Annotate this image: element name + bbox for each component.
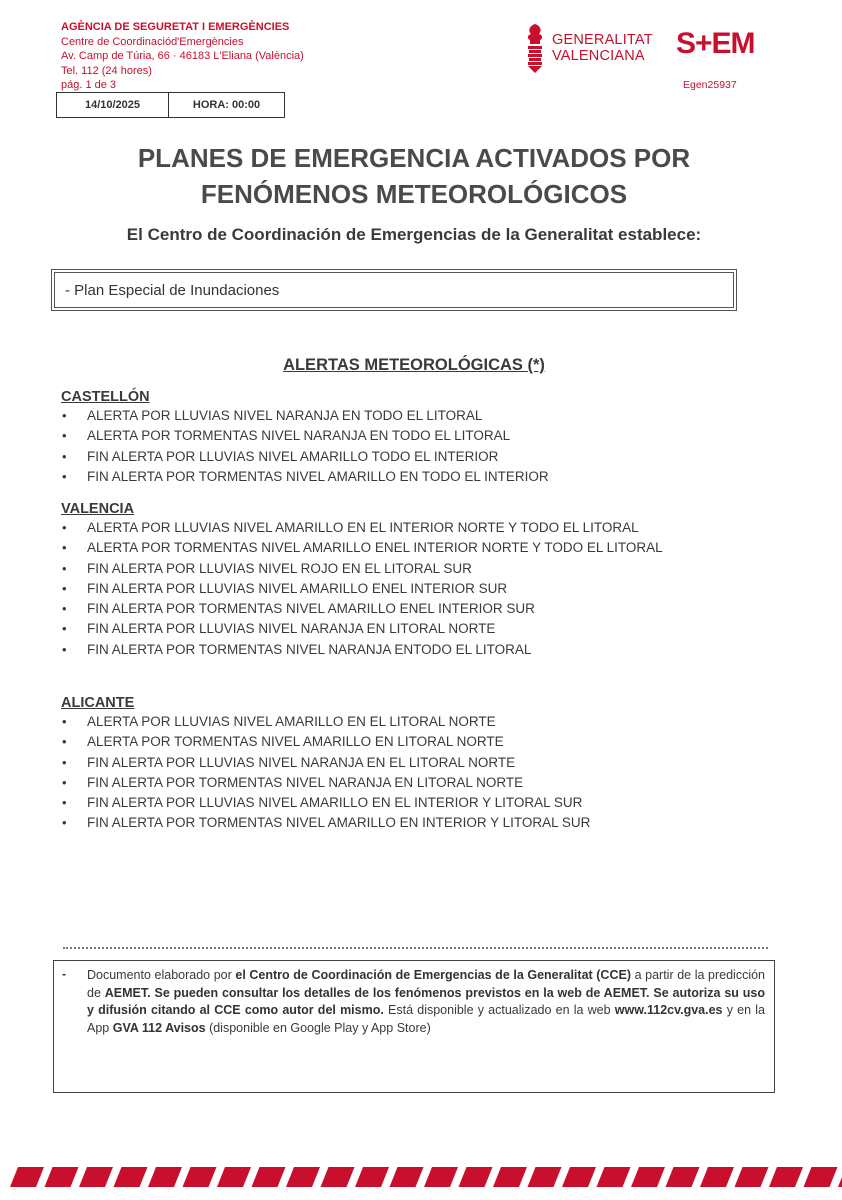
footer-text-part: (disponible en Google Play y App Store): [205, 1020, 431, 1035]
page-title: [0, 140, 828, 212]
stripe-shape: [528, 1167, 562, 1187]
list-item: • FIN ALERTA POR LLUVIAS NIVEL ROJO EN EL LITORAL SUR: [61, 559, 663, 579]
stripe-shape: [217, 1167, 251, 1187]
stripe-shape: [252, 1167, 286, 1187]
alert-list: [61, 712, 590, 834]
stripe-shape: [355, 1167, 389, 1187]
footer-text-part: Documento elaborado por: [87, 968, 236, 982]
stripe-shape: [148, 1167, 182, 1187]
footer-text-part: Está disponible y actualizado en la web: [383, 1003, 615, 1017]
stripe-shape: [769, 1167, 803, 1187]
stripe-shape: [10, 1167, 44, 1187]
stripe-shape: [459, 1167, 493, 1187]
stripe-shape: [838, 1167, 842, 1187]
region-title: ALICANTE: [61, 695, 135, 711]
stripe-shape: [183, 1167, 217, 1187]
page-number: pág. 1 de 3: [61, 79, 117, 91]
agency-name: AGÈNCIA DE SEGURETAT I EMERGÈNCIES: [61, 21, 290, 33]
generalitat-logo-line2: VALENCIANA: [552, 48, 645, 64]
stripe-shape: [804, 1167, 838, 1187]
page-title-line1: PLANES DE EMERGENCIA ACTIVADOS POR: [137, 143, 691, 173]
stripe-shape: [286, 1167, 320, 1187]
region-title: CASTELLÓN: [61, 389, 150, 405]
list-item: • FIN ALERTA POR TORMENTAS NIVEL NARANJA EN LITORAL NORTE: [61, 773, 590, 793]
list-item: • FIN ALERTA POR LLUVIAS NIVEL NARANJA EN EL LITORAL NORTE: [61, 753, 590, 773]
generalitat-logo: [524, 22, 653, 74]
list-item: • FIN ALERTA POR TORMENTAS NIVEL AMARILLO EN TODO EL INTERIOR: [61, 467, 549, 487]
region-alicante: [61, 694, 590, 834]
footer-dash: -: [62, 967, 67, 981]
stripe-shape: [666, 1167, 700, 1187]
agency-address: Av. Camp de Túria, 66 · 46183 L'Eliana (València): [61, 50, 304, 62]
page-subtitle: El Centro de Coordinación de Emergencias de la Generalitat establece:: [126, 225, 702, 244]
stripe-shape: [493, 1167, 527, 1187]
region-title: VALENCIA: [61, 501, 135, 517]
sem-logo: S+EM: [676, 27, 755, 60]
stripe-shape: [424, 1167, 458, 1187]
alert-list: [61, 406, 549, 487]
footer-note-text: [87, 967, 765, 1037]
stripe-shape: [700, 1167, 734, 1187]
plan-text: - Plan Especial de Inundaciones: [54, 272, 734, 308]
stripe-shape: [79, 1167, 113, 1187]
footer-app-name: GVA 112 Avisos: [112, 1020, 206, 1035]
document-code: Egen25937: [683, 79, 737, 91]
list-item: • ALERTA POR LLUVIAS NIVEL AMARILLO EN EL LITORAL NORTE: [61, 712, 590, 732]
page-title-line2: FENÓMENOS METEOROLÓGICOS: [200, 179, 628, 209]
stripe-shape: [597, 1167, 631, 1187]
stripe-shape: [114, 1167, 148, 1187]
list-item: • FIN ALERTA POR LLUVIAS NIVEL NARANJA EN LITORAL NORTE: [61, 619, 663, 639]
footer-note-box: [53, 960, 775, 1093]
footer-website-link[interactable]: www.112cv.gva.es: [614, 1003, 723, 1017]
stripe-shape: [45, 1167, 79, 1187]
stripe-shape: [390, 1167, 424, 1187]
footer-text-part: y en la App: [87, 1003, 765, 1035]
dotted-divider: [63, 947, 768, 949]
region-valencia: [61, 500, 663, 660]
list-item: • ALERTA POR TORMENTAS NIVEL AMARILLO EN LITORAL NORTE: [61, 732, 590, 752]
generalitat-logo-line1: GENERALITAT: [552, 32, 653, 48]
stripe-shape: [735, 1167, 769, 1187]
stripe-shape: [562, 1167, 596, 1187]
plan-box: [51, 269, 737, 311]
footer-text-part: a partir de la predicción de: [87, 968, 766, 1000]
list-item: • FIN ALERTA POR LLUVIAS NIVEL AMARILLO TODO EL INTERIOR: [61, 447, 549, 467]
list-item: • ALERTA POR LLUVIAS NIVEL NARANJA EN TODO EL LITORAL: [61, 406, 549, 426]
decorative-stripes: [0, 1163, 842, 1191]
stripe-shape: [631, 1167, 665, 1187]
time-field: HORA: 00:00: [192, 99, 261, 111]
agency-center: Centre de Coordinaciód'Emergències: [61, 35, 244, 48]
list-item: • FIN ALERTA POR TORMENTAS NIVEL NARANJA ENTODO EL LITORAL: [61, 640, 663, 660]
agency-header: [61, 20, 304, 93]
list-item: • FIN ALERTA POR TORMENTAS NIVEL AMARILLO EN INTERIOR Y LITORAL SUR: [61, 813, 590, 833]
list-item: • ALERTA POR TORMENTAS NIVEL NARANJA EN TODO EL LITORAL: [61, 426, 549, 446]
list-item: • ALERTA POR TORMENTAS NIVEL AMARILLO ENEL INTERIOR NORTE Y TODO EL LITORAL: [61, 538, 663, 558]
generalitat-emblem-icon: [524, 22, 546, 74]
alert-list: [61, 518, 663, 660]
date-time-box: [56, 92, 285, 118]
footer-text-bold: AEMET. Se pueden consultar los detalles de los fenómenos previstos en la web de AEMET. Se autoriza su uso y difusión citando al CCE como autor del mismo.: [87, 985, 765, 1017]
list-item: • FIN ALERTA POR LLUVIAS NIVEL AMARILLO EN EL INTERIOR Y LITORAL SUR: [61, 793, 590, 813]
footer-text-bold: el Centro de Coordinación de Emergencias de la Generalitat (CCE): [235, 968, 631, 982]
list-item: • FIN ALERTA POR TORMENTAS NIVEL AMARILLO ENEL INTERIOR SUR: [61, 599, 663, 619]
date-field: 14/10/2025: [57, 93, 169, 117]
alerts-heading: ALERTAS METEOROLÓGICAS (*): [283, 356, 545, 374]
region-castellon: [61, 388, 549, 487]
stripe-shape: [321, 1167, 355, 1187]
agency-phone: Tel. 112 (24 hores): [61, 64, 152, 77]
list-item: • ALERTA POR LLUVIAS NIVEL AMARILLO EN EL INTERIOR NORTE Y TODO EL LITORAL: [61, 518, 663, 538]
list-item: • FIN ALERTA POR LLUVIAS NIVEL AMARILLO ENEL INTERIOR SUR: [61, 579, 663, 599]
